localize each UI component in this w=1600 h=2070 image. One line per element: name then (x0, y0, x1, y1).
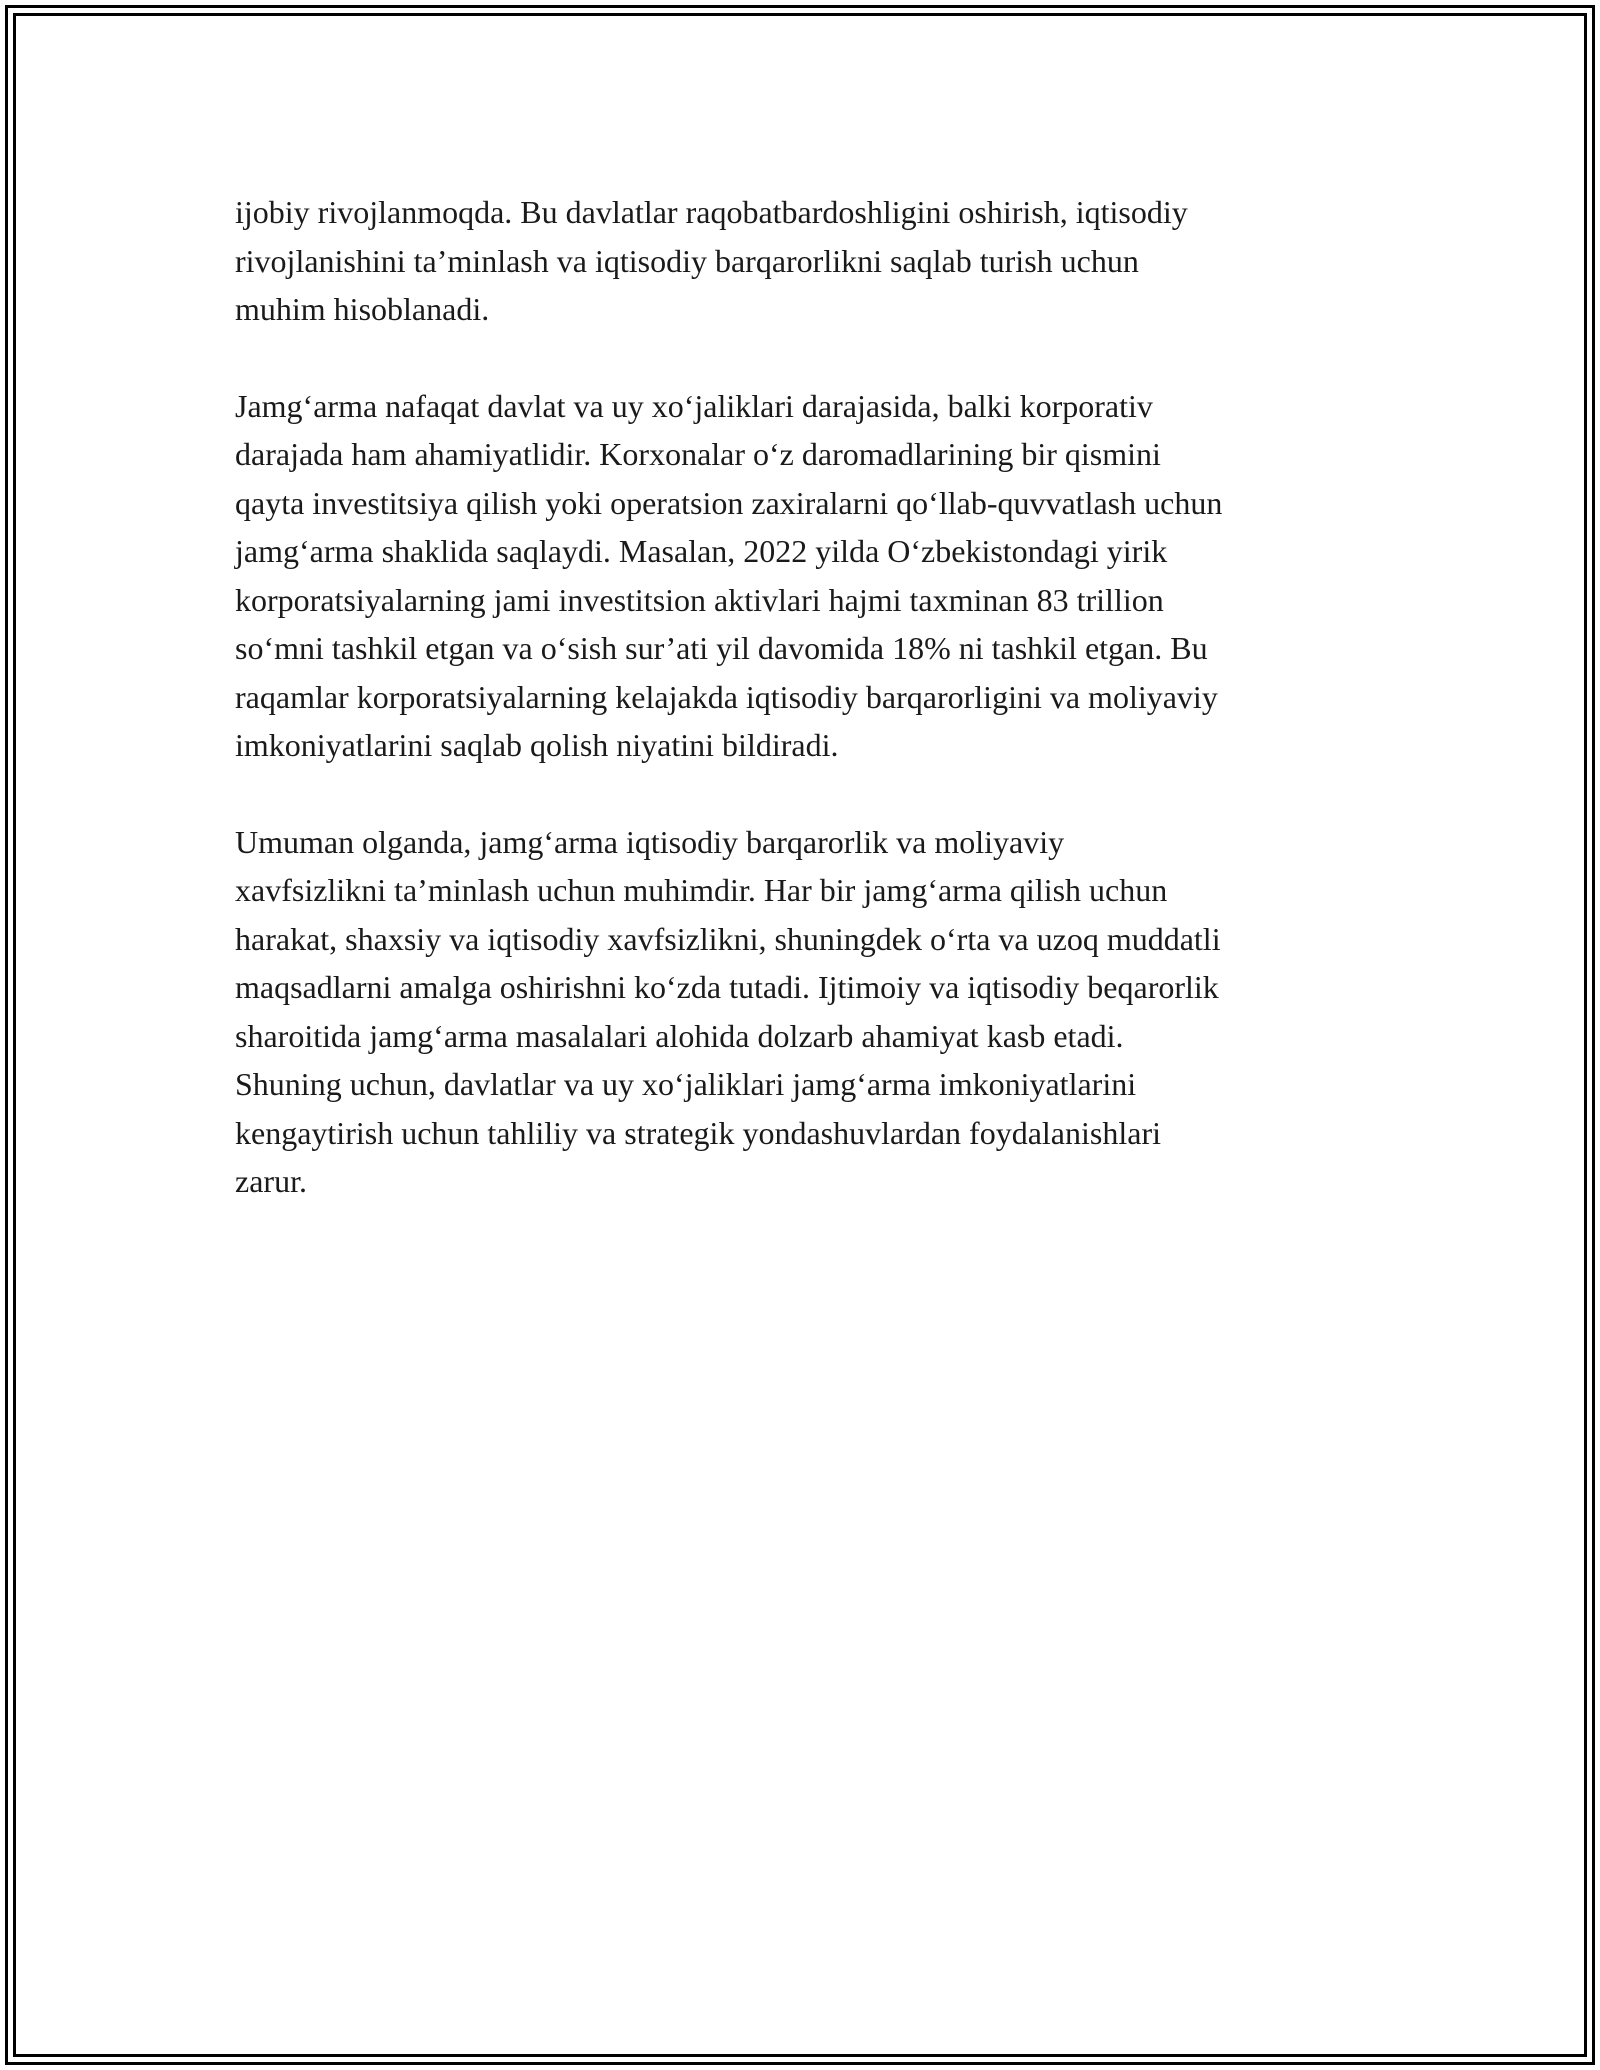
text-line: muhim hisoblanadi. (235, 291, 490, 327)
paragraph-3 (235, 818, 1375, 1206)
text-line: maqsadlarni amalga oshirishni ko‘zda tutadi. Ijtimoiy va iqtisodiy beqarorlik (235, 969, 1219, 1005)
text-line: ijobiy rivojlanmoqda. Bu davlatlar raqobatbardoshligini oshirish, iqtisodiy (235, 194, 1188, 230)
text-line: Jamg‘arma nafaqat davlat va uy xo‘jaliklari darajasida, balki korporativ (235, 387, 1153, 424)
paragraph-1 (235, 188, 1375, 334)
text-line: qayta investitsiya qilish yoki operatsion zaxiralarni qo‘llab-quvvatlash uchun (235, 484, 1223, 521)
text-line: Umuman olganda, jamg‘arma iqtisodiy barqarorlik va moliyaviy (235, 823, 1065, 860)
document-body (235, 188, 1375, 1254)
text-line: rivojlanishini ta’minlash va iqtisodiy barqarorlikni saqlab turish uchun (235, 242, 1139, 279)
text-line: raqamlar korporatsiyalarning kelajakda iqtisodiy barqarorligini va moliyaviy (235, 678, 1218, 715)
text-line: harakat, shaxsiy va iqtisodiy xavfsizlikni, shuningdek o‘rta va uzoq muddatli (235, 920, 1221, 957)
text-line: darajada ham ahamiyatlidir. Korxonalar o‘z daromadlarining bir qismini (235, 436, 1161, 472)
text-line: so‘mni tashkil etgan va o‘sish sur’ati yil davomida 18% ni tashkil etgan. Bu (235, 630, 1208, 666)
text-line: xavfsizlikni ta’minlash uchun muhimdir. Har bir jamg‘arma qilish uchun (235, 872, 1168, 908)
text-line: Shuning uchun, davlatlar va uy xo‘jaliklari jamg‘arma imkoniyatlarini (235, 1066, 1137, 1102)
text-line: jamg‘arma shaklida saqlaydi. Masalan, 2022 yilda O‘zbekistondagi yirik (235, 533, 1168, 569)
text-line: imkoniyatlarini saqlab qolish niyatini bildiradi. (235, 727, 839, 763)
paragraph-2 (235, 382, 1375, 770)
text-line: zarur. (235, 1163, 307, 1199)
text-line: korporatsiyalarning jami investitsion aktivlari hajmi taxminan 83 trillion (235, 581, 1164, 618)
text-line: sharoitida jamg‘arma masalalari alohida dolzarb ahamiyat kasb etadi. (235, 1017, 1124, 1054)
text-line: kengaytirish uchun tahliliy va strategik yondashuvlardan foydalanishlari (235, 1114, 1161, 1151)
